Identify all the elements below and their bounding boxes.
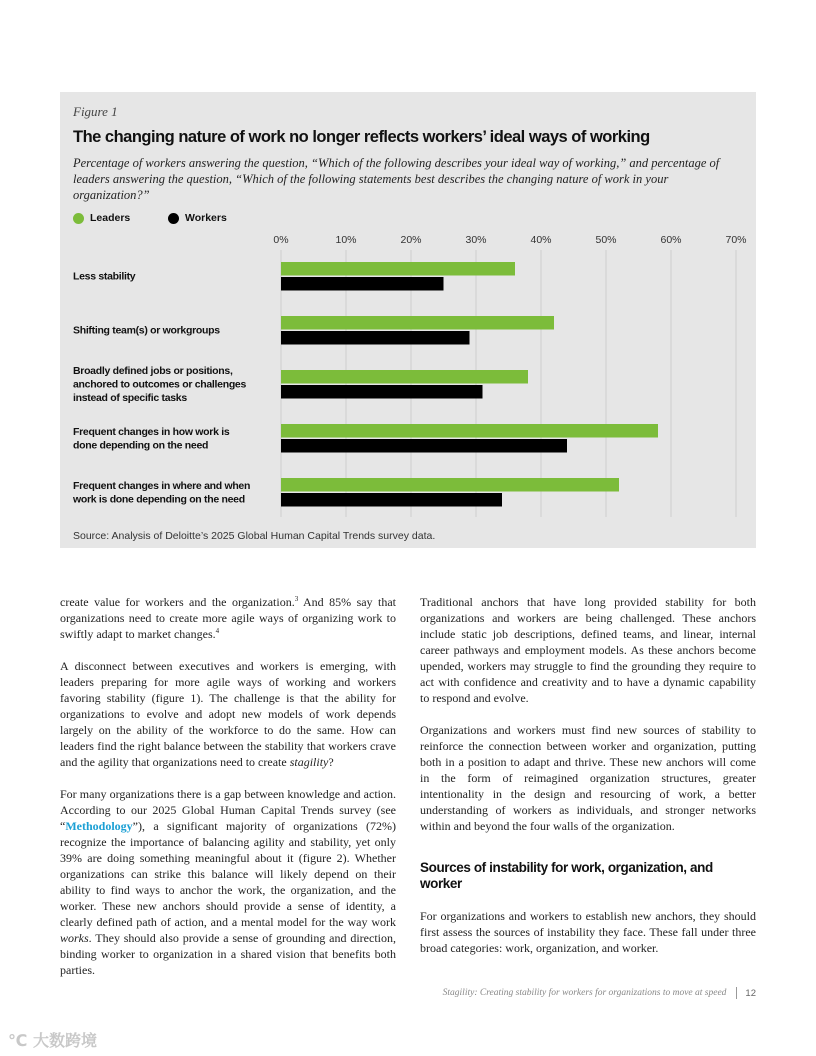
- legend-label-leaders: Leaders: [90, 212, 131, 224]
- category-label-line: Broadly defined jobs or positions,: [73, 365, 233, 377]
- paragraph: For organizations and workers to establish new anchors, they should first assess the sources of instability they face. These fall under three broad categories: work, organization, and worker.: [420, 909, 756, 955]
- x-tick-label: 0%: [273, 234, 289, 246]
- category-label: [72, 480, 250, 506]
- figure-label: Figure 1: [73, 104, 118, 119]
- x-tick-label: 60%: [660, 234, 682, 246]
- category-label-line: instead of specific tasks: [73, 392, 187, 404]
- footer-divider: [736, 987, 737, 999]
- watermark-logo: ℃ 大数跨境: [8, 1031, 97, 1050]
- page-footer: [443, 987, 756, 999]
- bar-chart: [60, 92, 756, 532]
- x-tick-label: 70%: [725, 234, 747, 246]
- bar-workers: [281, 439, 567, 453]
- text-run: A disconnect between executives and workers is emerging, with leaders preparing for more agile ways of working and workers favoring stability (figure 1). The challenge is that the ability for organizations to evolve and adopt new models of work depends largely on the ability of the workforce to do the same. How can leaders find the right balance between the stability that workers crave and the agility that organizations need to create: [60, 659, 396, 769]
- body-column-right: [420, 594, 756, 972]
- paragraph: [60, 786, 396, 978]
- x-tick-label: 50%: [595, 234, 617, 246]
- bar-leaders: [281, 262, 515, 276]
- category-label-line: work is done depending on the need: [73, 493, 245, 506]
- emphasis: works: [60, 931, 89, 945]
- category-label-line: Frequent changes in how work is: [73, 425, 230, 438]
- bar-workers: [281, 385, 483, 399]
- bar-leaders: [281, 370, 528, 384]
- section-heading: Sources of instability for work, organization, and worker: [420, 860, 713, 891]
- text-run: And 85% say that organizations need to create more agile ways of organizing work to swiftly adapt to market changes.: [60, 595, 397, 641]
- legend-label-workers: Workers: [185, 212, 227, 224]
- bar-leaders: [281, 478, 619, 492]
- x-tick-label: 20%: [400, 234, 422, 246]
- bar-leaders: [281, 424, 658, 438]
- x-tick-label: 10%: [335, 234, 357, 246]
- emphasis: stagility: [289, 755, 329, 769]
- x-tick-label: 40%: [530, 234, 552, 246]
- figure-title: The changing nature of work no longer reflects workers’ ideal ways of working: [73, 128, 650, 146]
- category-label-line: anchored to outcomes or challenges: [73, 378, 247, 391]
- paragraph: Traditional anchors that have long provided stability for both organizations and workers are being challenged. These anchors include static job descriptions, defined teams, and linear, internal career pathways and employment models. As these anchors become upended, workers may struggle to find the grounding they require to act with confidence and creativity and to have a dynamic capability to respond and evolve.: [420, 595, 756, 705]
- footnote-ref[interactable]: 3: [294, 595, 299, 603]
- paragraph: [60, 658, 396, 770]
- bar-workers: [281, 277, 444, 291]
- body-column-left: [60, 594, 396, 994]
- bar-leaders: [281, 316, 554, 330]
- footer-title: Stagility: Creating stability for workers for organizations to move at speed: [442, 988, 727, 998]
- category-label: [73, 271, 136, 283]
- figure-subtitle: Percentage of workers answering the question, “Which of the following describes your ideal way of working,” and percentage of leaders answering the question, “Which of the following statements best describes the changing nature of work in your organization?”: [73, 156, 720, 202]
- text-run: ”), a significant majority of organizations (72%) recognize the importance of balancing agility and stability, yet only 39% are doing something meaningful about it (figure 2). Whether organizations can strike this balance will likely depend on their ability to find ways to anchor the work, the organization, and the worker. These new anchors should provide a sense of identity, a clearly defined path of action, and a mental model for the way work: [60, 819, 396, 929]
- bar-workers: [281, 493, 502, 507]
- footnote-ref[interactable]: 4: [215, 627, 220, 635]
- text-run: ?: [328, 755, 334, 769]
- text-run: For many organizations there is a gap between knowledge and action. According to our 2025 Global Human Capital Trends survey (see “: [60, 787, 396, 833]
- page-number: 12: [745, 987, 756, 999]
- category-label: [73, 325, 220, 337]
- figure-source: Source: Analysis of Deloitte’s 2025 Global Human Capital Trends survey data.: [73, 530, 436, 542]
- text-run: create value for workers and the organization.: [60, 595, 295, 609]
- paragraph: [60, 594, 396, 642]
- text-run: . They should also provide a sense of grounding and direction, binding worker to organization in a shared vision that benefits both parties.: [60, 931, 396, 977]
- category-label: [73, 365, 246, 404]
- category-label-line: Shifting team(s) or workgroups: [73, 324, 220, 337]
- paragraph: Organizations and workers must find new sources of stability to reinforce the connection between worker and organization, putting both in a position to adapt and thrive. These new anchors will come in the form of reimagined organization structures, greater intentionality in the design and resourcing of work, a better understanding of workers as individuals, and stronger networks within and beyond the four walls of the organization.: [420, 723, 756, 833]
- methodology-link[interactable]: Methodology: [65, 819, 133, 833]
- category-label-line: Frequent changes in where and when: [73, 479, 251, 492]
- category-label-line: done depending on the need: [73, 439, 209, 452]
- x-tick-label: 30%: [465, 234, 487, 246]
- bar-workers: [281, 331, 470, 345]
- category-label: [73, 426, 230, 452]
- category-label-line: Less stability: [73, 270, 136, 283]
- figure-panel: [60, 92, 756, 548]
